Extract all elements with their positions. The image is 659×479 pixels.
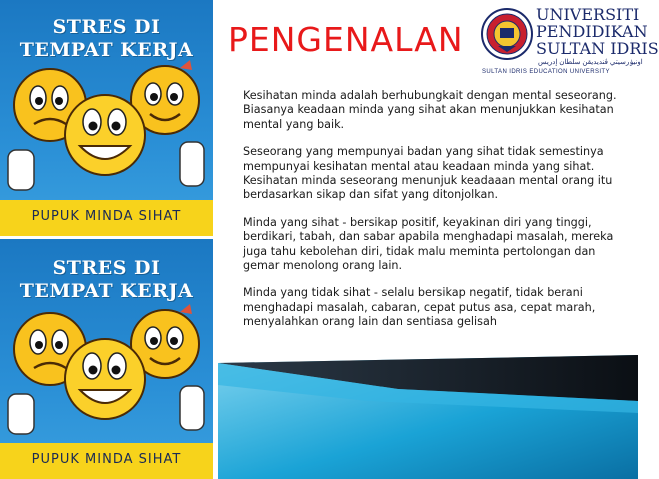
poster-title-line-1: STRES DI: [52, 16, 161, 38]
grinning-smiley-icon: [65, 95, 145, 175]
logo-line-2: PENDIDIKAN: [536, 22, 648, 41]
poster-image-bottom: [0, 239, 213, 479]
university-seal-icon: [480, 4, 534, 64]
poster-caption: PUPUK MINDA SIHAT: [31, 452, 182, 467]
logo-tagline: SULTAN IDRIS EDUCATION UNIVERSITY: [482, 69, 610, 75]
poster-image-top: [0, 0, 213, 236]
poster-title-line-2: TEMPAT KERJA: [19, 280, 194, 302]
smiley-faces-illustration: [0, 294, 213, 444]
poster-title-line-1: STRES DI: [52, 257, 161, 279]
paragraph-intro: Kesihatan minda adalah berhubungkait dengan mental seseorang. Biasanya keadaan minda yang sihat akan menunjukkan kesihatan mental yang baik.: [243, 89, 617, 131]
logo-line-1: UNIVERSITI: [536, 5, 640, 24]
paragraph-healthy-mind: Minda yang sihat - bersikap positif, keyakinan diri yang tinggi, berdikari, tabah, dan sabar apabila menghadapi masalah, mereka juga tahu kebolehan diri, tidak malu meminta pertolongan dan gemar menolong orang lain.: [243, 215, 614, 273]
decorative-band: [218, 355, 638, 479]
slide-body: [243, 89, 628, 343]
logo-jawi-text: اونيۏرسيتي ڤنديديقن سلطان إدريس: [538, 59, 643, 66]
university-logo: [478, 2, 659, 78]
paragraph-body-health: Seseorang yang mempunyai badan yang sihat tidak semestinya mempunyai kesihatan mental atau keadaan minda yang sihat. Kesihatan minda seseorang menunjuk keadaaan mental orang itu berdasarkan sikap dan sifat yang ditonjolkan.: [243, 145, 613, 202]
slide-title: PENGENALAN: [228, 20, 464, 59]
poster-title-line-2: TEMPAT KERJA: [19, 39, 194, 61]
smiley-faces-illustration: [0, 50, 213, 200]
grinning-smiley-icon: [65, 339, 145, 419]
paragraph-unhealthy-mind: Minda yang tidak sihat - selalu bersikap negatif, tidak berani menghadapi masalah, cabaran, cepat putus asa, cepat marah, menyalahkan orang lain dan sentiasa gelisah: [243, 286, 596, 329]
poster-caption: PUPUK MINDA SIHAT: [31, 209, 182, 224]
logo-line-3: SULTAN IDRIS: [536, 39, 659, 58]
